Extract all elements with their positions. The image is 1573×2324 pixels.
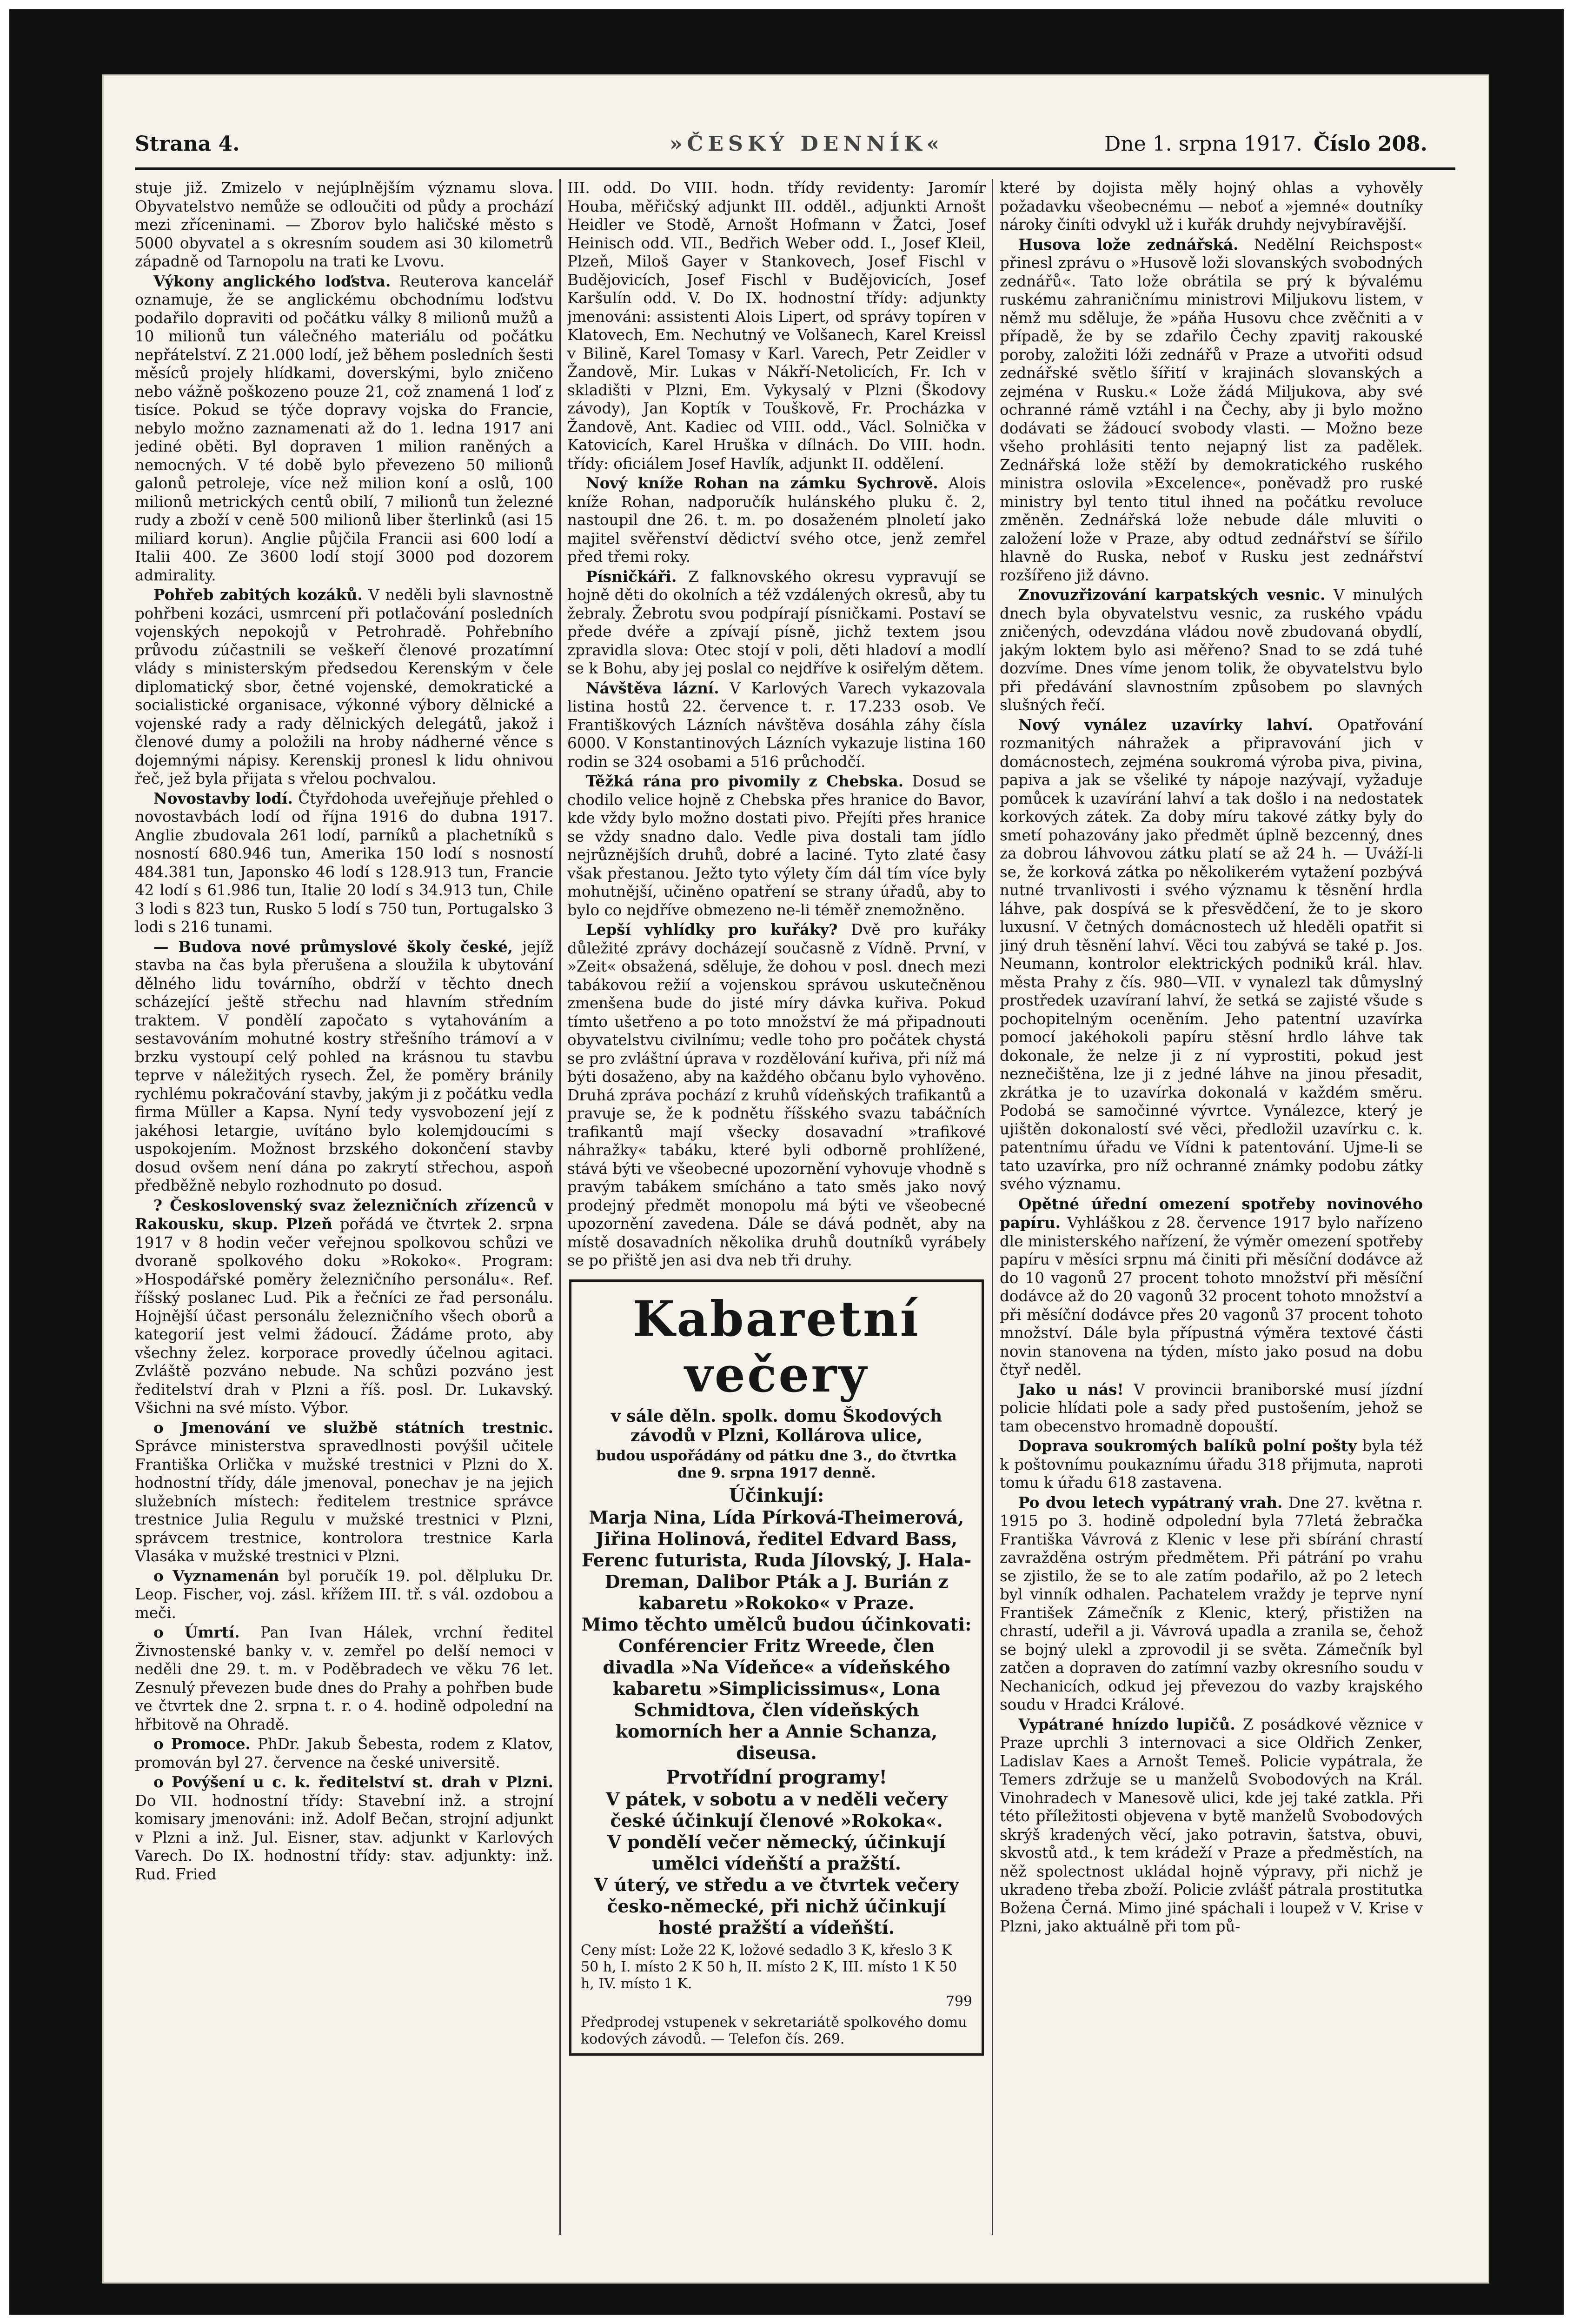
article-paragraph <box>567 679 986 772</box>
article-headline: ? Československý svaz železničních zřízenců v Rakousku, skup. Plzeň <box>135 1196 553 1233</box>
column-3 <box>1000 179 1423 2235</box>
article-paragraph <box>135 1196 553 1418</box>
article-body: Dne 27. května r. 1915 po 3. hodině odpolední byla 77letá žebračka Františka Vávrová z Klenic v lese při sbírání chrastí zavražděna ostrým předmětem. Při pátrání po vrahu se zjistilo, že se to ale zatím podařilo, až po 2 letech byl vinník odhalen. Pachatelem vraždy je teprve nyní František Zámečník z Klenic, který, přistižen na chrastí, udeřil a ji. Vávrová upadla a zranila se, čehož se bojný ulekl a zprovodil ji se světa. Zámečník byl zatčen a dopraven do zatímní vazby okresního soudu v Nechanicích, odkud jej převezou do vazby krajského soudu v Hradci Králové. <box>1000 1493 1423 1713</box>
article-headline: Opětné úřední omezení spotřeby novinového papíru. <box>1000 1194 1423 1232</box>
article-paragraph <box>567 179 986 473</box>
article-paragraph <box>567 474 986 566</box>
ad-cast: Marja Nina, Lída Pírková-Theimerová, Jiřina Holinová, ředitel Edvard Bass, Ferenc futurista, Ruda Jílovský, J. Hala-Dreman, Dalibor Pták a J. Burián z kabaretu »Rokoko« v Praze. <box>581 1506 972 1613</box>
article-headline: Po dvou letech vypátraný vrah. <box>1018 1493 1283 1512</box>
article-body: V minulých dnech byla obyvatelstvu vesnic, za ruského vpádu zničených, odevzdána vládou nově zbudovaná obydlí, jakým loktem bylo asi měřeno? Snad to se zdá tuhé dozvíme. Dnes víme jenom tolik, že obyvatelstvu bylo při předávání slavnostním způsobem po slavných slušných řečí. <box>1000 586 1423 714</box>
article-headline: Pohřeb zabitých kozáků. <box>153 586 363 604</box>
scan-frame <box>9 9 1564 2315</box>
paper-name: »ČESKÝ DENNÍK« <box>670 132 944 156</box>
article-paragraph <box>135 789 553 937</box>
column-2-articles <box>567 179 986 1270</box>
ad-day-3: V úterý, ve středu a ve čtvrtek večery česko-německé, při nichž účinkují hosté pražští a vídeňští. <box>594 1874 959 1938</box>
article-body: Dvě pro kuřáky důležité zprávy docházejí současně z Vídně. První, v »Zeit« obsažená, sděluje, že dohou v posl. dnech mezi tabákovou režií a vojenskou správou uskutečněnou zmenšena bude do jisté míry dávka kuřiva. Pokud tímto ušetřeno a po toto množství že má připadnouti obyvatelstvu civilnímu; vedle toho pro počátek chystá se pro zvláštní úprava v rozdělování kuřiva, při níž má býti dosaženo, aby na každého občanu bylo vyhověno. Druhá zpráva pochází z kruhů vídeňských trafikantů a pravuje se, že k podnětu říšského svazu tabáčních trafikantů mají všecky dosavadní »trafikové náhražky« tabáku, které byli odborně prohlížené, stává býti ve všeobecné upozornění vyhovuje vhodně s pravým tabákem smícháno a tato směs jako nový prodejný předmět monopolu má býti ve všeobecné upozornění zavedena. Dále se dává podnět, aby na místě dosavadních několika druhů doutníků vyrábely se po přiště jen asi dva neb tři druhy. <box>567 921 986 1269</box>
ad-cast-heading: Účinkují: <box>729 1484 824 1506</box>
article-body: Pan Ivan Hálek, vrchní ředitel Živnostenské banky v. v. zemřel po delší nemoci v neděli dne 29. t. m. v Poděbradech ve věku 76 let. Zesnulý převezen bude dnes do Prahy a pohřben bude ve čtvrtek dne 2. srpna t. r. o 4. hodině odpolední na hřbitově na Ohradě. <box>135 1624 553 1733</box>
ad-title: Kabaretní večery <box>632 1290 920 1403</box>
article-headline: o Promoce. <box>153 1735 251 1753</box>
article-headline: o Povýšení u c. k. ředitelství st. drah v Plzni. <box>153 1773 553 1791</box>
article-headline: Písničkáři. <box>586 567 677 586</box>
article-body: PhDr. Jakub Šebesta, rodem z Klatov, promován byl 27. července na české universitě. <box>135 1735 553 1771</box>
ad-guests: Mimo těchto umělců budou účinkovati: Conférencier Fritz Wreede, člen divadla »Na Vídeňce« a vídeňského kabaretu »Simplicissimus«, Lona Schmidtova, člen vídeňských komorních her a Annie Schanza, diseusa. <box>581 1613 972 1763</box>
article-paragraph <box>1000 1380 1423 1436</box>
article-headline: Znovuzřizování karpatských vesnic. <box>1018 586 1326 604</box>
newspaper-page <box>102 74 1489 2284</box>
article-paragraph <box>1000 235 1423 585</box>
article-headline: Husova lože zednářská. <box>1018 235 1239 253</box>
article-body: byla též k poštovnímu poukaznímu úřadu 318 přijmuta, naproti tomu k úřadu 618 zastavena. <box>1000 1437 1423 1492</box>
article-body: V Karlových Varech vykazovala listina hostů 22. července t. r. 17.233 osob. Ve Františkových Lázních návštěva dosáhla záhy čísla 6000. V Konstantinových Lázních vykazuje listina 160 rodin se 324 osobami a 516 průchodčí. <box>567 679 986 771</box>
ad-reference-number: 799 <box>945 1993 972 2010</box>
article-body: stuje již. Zmizelo v nejúplnějším významu slova. Obyvatelstvo nemůže se odloučiti od půdy a prochází mezi zříceninami. — Zborov bylo haličské město s 5000 obyvatel a s okresním soudem asi 30 kilometrů západně od Tarnopolu na trati ke Lvovu. <box>135 179 553 270</box>
article-body: Z posádkové věznice v Praze uprchli 3 internovaci a sice Oldřich Zenker, Ladislav Kaes a Arnošt Temeš. Policie vypátrala, že Temers zdržuje se u manželů Svobodových na Král. Vinohradech v Manesově ulici, kde jej také zatkla. Při této příležitosti objevena v bytě manželů Svobodových skrýš kradených věcí, jako potravin, šatstva, obuvi, skvostů atd., k tem krádeží v Praze a předměstích, na něž spolectnost ukládal hojně výpravy, při nichž je ukradeno třeba zboží. Policie zvlášť pátrala prostitutka Božena Černá. Mimo jiné spáchali i loupež v V. Krise v Plzni, jako aktuálně při tom pů- <box>1000 1715 1423 1935</box>
article-body: Opatřování rozmanitých náhražek a připravování jich v domácnostech, zejména soukromá výroba piva, pivina, papiva a jak se všeliké ty nápoje nazývají, vyžaduje pomůcek k uzavírání lahví a tak došlo i na nedostatek korkových zátek. Za doby míru takové zátky byly do smetí pohazovány jako předmět úplně bezcenný, dnes za dobrou láhvovou zátku platí se až 24 h. — Uváží-li se, že korková zátka po několikerém vytažení pozbývá nutné trvanlivosti i svého významu k těsnění hrdla láhve, pak dospívá se k přesvědčení, že to je skoro luxusní. V četných domácnostech už hleděli opatřit si jiný druh těsnění lahví. Věci tou zabývá se také p. Jos. Neumann, kontrolor elektrických podniků král. hlav. města Prahy z čís. 980—VII. v vynalezl tak důmyslný prostředek uzavíraní lahví, že setká se zajisté všude s pochopitelným oceněním. Jeho patentní uzavírka pomocí jakéhokoli papíru stěsní hrdlo láhve tak dokonale, že nelze ji z ní vyprostiti, pokud jest neznečištěna, lze ji z jedné láhve na jinou přesadit, zkrátka je to uzavírka dokonalá v každém směru. Podobá se samočinné vývrtce. Vynálezce, který je ujištěn dokonalostí své věci, předložil uzavírku c. k. patentnímu úřadu ve Vídni k patentování. Ujme-li se tato uzavírka, pro níž ochranné známky podobu zátky svého významu. <box>1000 716 1423 1193</box>
article-headline: o Jmenování ve službě státních trestnic. <box>153 1418 553 1437</box>
column-divider <box>559 179 561 2235</box>
ad-program-heading: Prvotřídní programy! <box>666 1766 887 1788</box>
ad-dates: budou uspořádány od pátku dne 3., do čtvrtka dne 9. srpna 1917 denně. <box>596 1447 957 1481</box>
article-body: V neděli byli slavnostně pohřbeni kozáci, usmrcení při potlačování posledních vojenských nepokojů v Petrohradě. Pohřebního průvodu zúčastnili se veškeří členové prozatímní vlády s ministerským předsedou Kerenským v čele diplomatický sbor, četné vojenské, demokratické a socialistické organisace, výkonné výbory dělnické a vojenské rady a rady dělnických delegátů, jakož i členové dumy a položili na hroby nádherné věnce s dojemnými nápisy. Kerenskij pronesl k lidu ohnivou řeč, jež byla přijata s vřelou pochvalou. <box>135 586 553 787</box>
cabaret-advertisement <box>569 1279 984 2056</box>
article-body: V provincii braniborské musí jízdní policie hlídati pole a sady před pustošením, jehož se tam obecenstvo hromadně dopouští. <box>1000 1380 1423 1435</box>
column-2 <box>567 179 986 2235</box>
article-headline: Doprava soukromých balíků polní pošty <box>1018 1437 1357 1455</box>
article-paragraph <box>135 272 553 585</box>
article-body: jejíž stavba na čas byla přerušena a sloužila k ubytování dělného lidu továrního, obdrží v těchto dnech scházející ještě střechu nad hlavním středním traktem. V pondělí započato s vytahováním a sestavováním mohutné kostry střešního trámoví a v brzku vystoupí celý pohled na krásnou tu stavbu teprve v náležitých rysech. Žel, že poměry bránily rychlému pokračování stavby, jakým ji z počátku vedla firma Müller a Kapsa. Nyní tedy vysvobození její z jakéhosi letargie, uvítáno bylo kolemjdoucími s uspokojením. Možnost brzského dokončení stavby dosud ovšem není dána po zakrytí střechou, aspoň předběžně nebylo rozhodnuto po dosud. <box>135 938 553 1194</box>
article-paragraph <box>567 567 986 678</box>
article-headline: o Vyznamenán <box>153 1566 279 1585</box>
article-body: byl poručík 19. pol. dělpluku Dr. Leop. Fischer, voj. zásl. křížem III. tř. s vál. ozdobou a meči. <box>135 1567 553 1622</box>
article-paragraph <box>135 586 553 788</box>
article-paragraph <box>1000 1493 1423 1714</box>
article-body: Z falknovského okresu vypravují se hojně děti do okolních a též vzdálených okresů, aby tu žebraly. Žebrotu svou podpírají písničkami. Postaví se přede dvéře a zpívají písně, jichž textem jsou zpravidla slova: Otec stojí v poli, děti hladoví a modlí se k Bohu, aby jej poslal co nejdříve k osiřelým dětem. <box>567 567 986 677</box>
article-body: Reuterova kancelář oznamuje, že se anglickému obchodnímu loďstvu podařilo dopraviti od počátku války 8 milionů mužů a 10 milionů tun válečného materiálu od počátku nepřátelství. Z 21.000 lodí, jež během posledních šesti měsíců projely hlídkami, doverskými, bylo zničeno nebo vážně poškozeno pouze 21, což znamená 1 loď z tisíce. Pokud se týče dopravy vojska do Francie, nebylo možno zaznamenati až do 1. ledna 1917 ani jediné oběti. Byl dopraven 1 milion raněných a nemocných. V té době bylo převezeno 50 milionů galonů petroleje, více než milion koní a oslů, 100 milionů metrických centů obilí, 7 milionů tun železné rudy a zboží v ceně 500 milionů liber šterlinků (asi 15 miliard korun). Anglie půjčila Francii asi 600 lodí a Italii 400. Ze 3600 lodí stojí 3000 pod dozorem admirality. <box>135 272 553 584</box>
issue-date <box>1104 126 1427 163</box>
article-body: III. odd. Do VIII. hodn. třídy revidenty: Jaromír Houba, měřičský adjunkt III. odděl., adjunkti Arnošt Heidler ve Stodě, Arnošt Hofmann v Žatci, Josef Heinisch odd. VII., Bedřich Weber odd. I., Josef Kleil, Plzeň, Miloš Gayer v Stankovech, Josef Fischl v Budějovicích, Josef Fischl v Budějovicích, Josef Karšulín odd. V. Do IX. hodnostní třídy: adjunkty jmenováni: assistenti Alois Lipert, od správy topíren v Klatovech, Em. Nechutný ve Volšanech, Karel Kreissl v Bilině, Karel Tomasy v Karl. Varech, Petr Zeidler v Žandově, Mir. Lukas v Nákří-Netolicích, Fr. Ich v skladišti v Plzni, Em. Vykysalý v Plzni (Škodovy závody), Jan Koptík v Touškově, Fr. Procházka v Žandově, Ant. Kadiec od VIII. odd., Václ. Solnička v Katovicích, Karel Hruška v dílnách. Do VIII. hodn. třídy: oficiálem Josef Havlík, adjunkt II. oddělení. <box>567 179 986 473</box>
article-body: Do VII. hodnostní třídy: Stavební inž. a strojní komisary jmenováni: inž. Adolf Bečan, strojní adjunkt v Plzni a inž. Jul. Eisner, stav. adjunkt v Karlových Varech. Do IX. hodnostní třídy: stav. adjunkty: inž. Rud. Fried <box>135 1791 553 1883</box>
article-headline: Jako u nás! <box>1018 1380 1124 1398</box>
article-headline: Nový vynález uzavírky lahví. <box>1018 715 1314 734</box>
article-headline: Těžká rána pro pivomily z Chebska. <box>586 772 904 790</box>
article-paragraph <box>1000 586 1423 715</box>
article-paragraph <box>567 920 986 1270</box>
article-paragraph <box>1000 716 1423 1194</box>
article-body: pořádá ve čtvrtek 2. srpna 1917 v 8 hodin večer veřejnou spolkovou schůzi ve dvoraně spolkového doku »Rokoko«. Program: »Hospodářské poměry železničního personálu«. Ref. říšský poslanec Lud. Pik a řečníci ze řad personálu. Hojnější účast personálu železničního všech oborů a kategorií jest velmi žádoucí. Žádáme proto, aby všechny želez. korporace provedly účelnou agitaci. Zvláště pozváno nebude. Na schůzi pozváno jest ředitelství drah v Plzni a říš. posl. Dr. Lukavský. Všichni na své místo. Výbor. <box>135 1215 553 1417</box>
article-body: Dosud se chodilo velice hojně z Chebska přes hranice do Bavor, kde vždy bylo možno dostati pivo. Přejíti přes hranice se vždy snadno dalo. Vedle piva dostali tam jídlo nejrůznějších druhů, dobré a laciné. Tyto zlaté časy však přestanou. Ježto tyto výlety čím dál tím více byly mohutnější, učiněno opatření se strany úřadů, aby to bylo co nejdříve obmezeno ne-li téměř znemožněno. <box>567 772 986 919</box>
issue-number: Číslo 208. <box>1313 132 1427 156</box>
article-body: Vyhláškou z 28. července 1917 bylo nařízeno dle ministerského nařízení, že výměr omezení spotřeby papíru v měsíci srpnu má činiti při měsíční dodávce až do 10 vagonů 27 procent tohoto množství při měsíční dodávce až do 20 vagonů 32 procent tohoto množství a při měsíční dodávce přes 20 vagonů 37 procent tohoto množství. Dále byla přípustná výměra textové části novin stanovena na týden, místo jako posud na dobu čtyř neděl. <box>1000 1214 1423 1378</box>
article-paragraph <box>567 772 986 919</box>
article-body: Čtyřdohoda uveřejňuje přehled o novostavbách lodí od října 1916 do dubna 1917. Anglie zbudovala 261 lodí, parníků a plachetníků s nosností 680.946 tun, Amerika 150 lodí s nosností 484.381 tun, Japonsko 46 lodí s 128.913 tun, Francie 42 lodí s 61.986 tun, Italie 20 lodí s 34.913 tun, Chile 3 lodi s 823 tun, Rusko 5 lodí s 750 tun, Portugalsko 3 lodi s 216 tunami. <box>135 789 553 936</box>
ad-prices: Ceny míst: Lože 22 K, ložové sedadlo 3 K, křeslo 3 K 50 h, I. místo 2 K 50 h, II. místo 2 K, III. místo 1 K 50 h, IV. místo 1 K. <box>581 1942 957 1992</box>
article-body: které by dojista měly hojný ohlas a vyhověly požadavku všeobecnému — neboť a »jemné« doutníky nároky činíti odvykl už i kuřák druhdy nejvybíravější. <box>1000 179 1423 233</box>
article-headline: Lepší vyhlídky pro kuřáky? <box>586 920 838 939</box>
article-paragraph <box>135 938 553 1195</box>
article-headline: Novostavby lodí. <box>153 789 293 807</box>
article-paragraph <box>135 1567 553 1623</box>
article-body: Správce ministerstva spravedlnosti povýšil učitele Františka Orlička v mužské trestnici v Plzni do X. hodnostní třídy, dále jmenoval, ponechav je na jejich služebních místech: ředitelem trestnice správce trestnice Julia Regulu v mužské trestnici v Plzni, správcem trestnice, kontrolora trestnice Karla Vlasáka v mužské trestnici v Plzni. <box>135 1437 553 1565</box>
article-headline: Nový kníže Rohan na zámku Sychrově. <box>586 474 938 492</box>
article-paragraph <box>1000 1195 1423 1379</box>
article-headline: Výkony anglického loďstva. <box>153 272 391 290</box>
article-paragraph <box>1000 179 1423 234</box>
article-paragraph <box>1000 1715 1423 1936</box>
article-paragraph <box>135 1623 553 1734</box>
column-divider <box>992 179 993 2235</box>
page-label: Strana 4. <box>135 132 240 156</box>
ad-presale: Předprodej vstupenek v sekretariátě spolkového domu kodových závodů. — Telefon čís. 269. <box>581 2014 967 2047</box>
article-body: Nedělní Reichspost« přinesl zprávu o »Husově loži slovanských svobodných zednářů«. Tato lože obrátila se prý k bývalému ruskému zahraničnímu ministrovi Miljukovu listem, v němž mu sděluje, že »páňa Husovu chce zvěčniti a v případě, že by se zdařilo Čechy zpavitj rakouské poroby, založiti lóži zednářů v Praze a utvořiti odsud zednářské světlo šířití v krajinách slovanských a zejména v Rusku.« Lože žádá Miljukova, aby své ochranné rámě vztáhl i na Čechy, aby ji bylo možno dodávati se žádoucí svobody vlasti. — Možno beze všeho prohlásiti tento nejapný list za padělek. Zednářská lože stěží by demokratického ruského ministra oslovila »Excelence«, poněvadž pro ruské ministry byl tento titul ihned na počátku revoluce změněn. Zednářská lože nebude dále mluviti o založení lože v Praze, aby odtud zednářství se šířilo hlavně do Ruska, neboť v Rusku jest zednářství rozšířeno již dávno. <box>1000 235 1423 584</box>
date-text: Dne 1. srpna 1917. <box>1104 132 1302 156</box>
article-headline: Vypátrané hnízdo lupičů. <box>1018 1715 1235 1733</box>
column-1 <box>135 179 553 2235</box>
article-headline: — Budova nové průmyslové školy české, <box>153 937 513 956</box>
article-headline: o Úmrtí. <box>153 1623 240 1641</box>
ad-day-1: V pátek, v sobotu a v neděli večery české účinkují členové »Rokoka«. <box>605 1788 948 1831</box>
article-paragraph <box>135 179 553 271</box>
article-body: Alois kníže Rohan, nadporučík hulánského pluku č. 2, nastoupil dne 26. t. m. po dosaženém plnoletí jako majitel svěřenství dědictví svého otce, jenž zemřel před třemi roky. <box>567 474 986 566</box>
article-paragraph <box>135 1773 553 1884</box>
article-paragraph <box>135 1418 553 1566</box>
article-paragraph <box>1000 1437 1423 1492</box>
article-headline: Návštěva lázní. <box>586 679 719 697</box>
masthead <box>135 126 1455 170</box>
ad-venue: v sále děln. spolk. domu Škodových závodů v Plzni, Kollárova ulice, <box>611 1406 942 1445</box>
ad-day-2: V pondělí večer německý, účinkují umělci vídeňští a pražští. <box>607 1831 946 1874</box>
article-paragraph <box>135 1735 553 1772</box>
